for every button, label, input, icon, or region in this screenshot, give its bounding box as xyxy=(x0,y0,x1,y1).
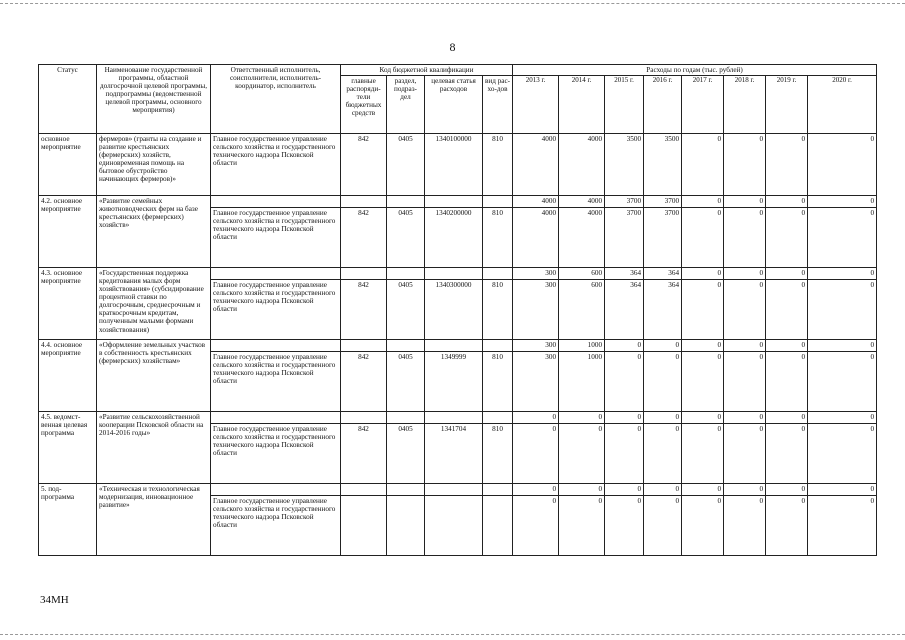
row-value: 0 xyxy=(644,352,682,412)
row-code: 842 xyxy=(341,352,387,412)
row-value: 0 xyxy=(766,352,808,412)
header-expenses: Расходы по годам (тыс. рублей) xyxy=(513,65,877,76)
row-total-value: 0 xyxy=(724,412,766,424)
row-code xyxy=(387,496,425,556)
row-name: фермеров» (гранты на создание и развитие крестьянских (фермерских) хозяйств, единовременная помощь на бытовое обустройство начинающих фермеров)» xyxy=(97,134,211,196)
row-code-empty xyxy=(483,484,513,496)
row-total-value: 0 xyxy=(766,340,808,352)
row-value: 0 xyxy=(605,424,644,484)
row-value: 3700 xyxy=(605,208,644,268)
row-total-value: 364 xyxy=(605,268,644,280)
table-row xyxy=(39,340,877,352)
row-value: 0 xyxy=(724,208,766,268)
row-value: 0 xyxy=(808,134,877,196)
row-value: 0 xyxy=(513,496,559,556)
row-value: 0 xyxy=(766,496,808,556)
budget-table xyxy=(38,64,877,556)
row-total-value: 0 xyxy=(682,484,724,496)
row-code: 842 xyxy=(341,424,387,484)
row-total-value: 0 xyxy=(682,340,724,352)
header-year: 2017 г. xyxy=(682,76,724,134)
row-code: 842 xyxy=(341,280,387,340)
scan-edge-top xyxy=(0,3,905,4)
row-value: 3500 xyxy=(605,134,644,196)
row-total-value: 3700 xyxy=(605,196,644,208)
row-value: 0 xyxy=(605,496,644,556)
row-code: 1340300000 xyxy=(425,280,483,340)
row-executor: Главное государственное управление сельского хозяйства и государственного технического надзора Псковской области xyxy=(211,352,341,412)
row-code-empty xyxy=(387,412,425,424)
row-total-value: 600 xyxy=(559,268,605,280)
row-total-value: 364 xyxy=(644,268,682,280)
header-name: Наименование государственной программы, областной долгосрочной целевой программы, подпрограммы (ведомственной целевой программы, основного мероприятия) xyxy=(97,65,211,134)
header-code-col: раздел, подраз-дел xyxy=(387,76,425,134)
row-code-empty xyxy=(425,268,483,280)
row-executor-empty xyxy=(211,340,341,352)
table-row xyxy=(39,268,877,280)
row-total-value: 0 xyxy=(682,412,724,424)
row-code-empty xyxy=(341,484,387,496)
row-value: 0 xyxy=(682,496,724,556)
row-value: 4000 xyxy=(513,208,559,268)
row-total-value: 0 xyxy=(644,484,682,496)
row-value: 0 xyxy=(808,208,877,268)
row-code xyxy=(341,496,387,556)
row-code: 810 xyxy=(483,352,513,412)
row-total-value: 0 xyxy=(724,268,766,280)
row-total-value: 0 xyxy=(766,412,808,424)
row-value: 0 xyxy=(682,134,724,196)
row-total-value: 0 xyxy=(808,340,877,352)
row-name: «Техническая и технологическая модернизация, инновационное развитие» xyxy=(97,484,211,556)
row-code: 810 xyxy=(483,208,513,268)
row-value: 0 xyxy=(724,280,766,340)
row-code: 1340100000 xyxy=(425,134,483,196)
table-row xyxy=(39,196,877,208)
row-name: «Развитие семейных животноводческих ферм на базе крестьянских (фермерских) хозяйств» xyxy=(97,196,211,268)
row-value: 4000 xyxy=(559,134,605,196)
row-code-empty xyxy=(387,268,425,280)
row-status: 5. под-программа xyxy=(39,484,97,556)
header-code-col: целевая статья расходов xyxy=(425,76,483,134)
header-year: 2018 г. xyxy=(724,76,766,134)
row-code-empty xyxy=(341,268,387,280)
row-value: 0 xyxy=(766,134,808,196)
row-total-value: 4000 xyxy=(513,196,559,208)
row-value: 3500 xyxy=(644,134,682,196)
row-code-empty xyxy=(483,196,513,208)
row-code: 842 xyxy=(341,208,387,268)
row-code-empty xyxy=(341,340,387,352)
table-row xyxy=(39,134,877,196)
row-value: 364 xyxy=(605,280,644,340)
row-value: 1000 xyxy=(559,352,605,412)
table-body xyxy=(39,134,877,556)
row-executor: Главное государственное управление сельского хозяйства и государственного технического надзора Псковской области xyxy=(211,208,341,268)
row-code-empty xyxy=(483,340,513,352)
scan-edge-bottom xyxy=(0,634,905,635)
row-total-value: 0 xyxy=(808,484,877,496)
row-value: 0 xyxy=(682,208,724,268)
row-status: 4.2. основное мероприятие xyxy=(39,196,97,268)
footer-mark: 34МН xyxy=(40,594,69,606)
row-total-value: 0 xyxy=(808,412,877,424)
header-executor: Ответственный исполнитель, соисполнители, исполнитель-координатор, исполнитель xyxy=(211,65,341,134)
row-total-value: 0 xyxy=(808,196,877,208)
row-status: 4.4. основное мероприятие xyxy=(39,340,97,412)
table-row xyxy=(39,484,877,496)
row-total-value: 0 xyxy=(724,340,766,352)
row-value: 4000 xyxy=(513,134,559,196)
row-value: 0 xyxy=(724,496,766,556)
row-total-value: 0 xyxy=(605,412,644,424)
row-total-value: 0 xyxy=(724,196,766,208)
row-name: «Государственная поддержка кредитования малых форм хозяйствования» (субсидирование процентной ставки по долгосрочным, среднесрочным и краткосрочным кредитам, полученным малыми формами хозяйствования) xyxy=(97,268,211,340)
row-total-value: 0 xyxy=(682,196,724,208)
header-code-col: главные распоряди-тели бюджетных средств xyxy=(341,76,387,134)
row-code-empty xyxy=(425,340,483,352)
row-value: 0 xyxy=(559,496,605,556)
header-year: 2020 г. xyxy=(808,76,877,134)
row-total-value: 0 xyxy=(808,268,877,280)
header-year: 2015 г. xyxy=(605,76,644,134)
row-code xyxy=(425,496,483,556)
row-executor: Главное государственное управление сельского хозяйства и государственного технического надзора Псковской области xyxy=(211,134,341,196)
row-code: 810 xyxy=(483,280,513,340)
row-value: 0 xyxy=(766,280,808,340)
row-total-value: 0 xyxy=(766,196,808,208)
header-year: 2014 г. xyxy=(559,76,605,134)
row-value: 0 xyxy=(724,352,766,412)
row-total-value: 0 xyxy=(513,412,559,424)
row-code: 810 xyxy=(483,134,513,196)
row-value: 0 xyxy=(808,280,877,340)
row-code-empty xyxy=(425,484,483,496)
header-year: 2013 г. xyxy=(513,76,559,134)
row-value: 4000 xyxy=(559,208,605,268)
row-code-empty xyxy=(425,412,483,424)
row-executor-empty xyxy=(211,484,341,496)
row-total-value: 0 xyxy=(724,484,766,496)
row-total-value: 0 xyxy=(605,484,644,496)
row-total-value: 3700 xyxy=(644,196,682,208)
row-code: 810 xyxy=(483,424,513,484)
row-executor-empty xyxy=(211,412,341,424)
row-value: 0 xyxy=(766,208,808,268)
row-value: 600 xyxy=(559,280,605,340)
row-total-value: 0 xyxy=(644,412,682,424)
table-row xyxy=(39,412,877,424)
row-value: 0 xyxy=(808,496,877,556)
header-code-col: вид рас-хо-дов xyxy=(483,76,513,134)
row-value: 0 xyxy=(724,134,766,196)
row-status: 4.3. основное мероприятие xyxy=(39,268,97,340)
row-code: 0405 xyxy=(387,280,425,340)
row-code-empty xyxy=(387,340,425,352)
row-code-empty xyxy=(483,268,513,280)
row-executor: Главное государственное управление сельского хозяйства и государственного технического надзора Псковской области xyxy=(211,424,341,484)
page-number: 8 xyxy=(449,40,456,54)
row-total-value: 0 xyxy=(766,484,808,496)
row-value: 0 xyxy=(682,280,724,340)
row-code: 1349999 xyxy=(425,352,483,412)
row-total-value: 0 xyxy=(605,340,644,352)
row-total-value: 0 xyxy=(644,340,682,352)
row-code: 1340200000 xyxy=(425,208,483,268)
row-value: 0 xyxy=(682,424,724,484)
row-code-empty xyxy=(483,412,513,424)
row-code: 0405 xyxy=(387,424,425,484)
row-total-value: 0 xyxy=(559,484,605,496)
row-value: 0 xyxy=(682,352,724,412)
row-executor-empty xyxy=(211,268,341,280)
row-value: 0 xyxy=(766,424,808,484)
row-name: «Развитие сельскохозяйственной кооперации Псковской области на 2014-2016 годы» xyxy=(97,412,211,484)
row-executor: Главное государственное управление сельского хозяйства и государственного технического надзора Псковской области xyxy=(211,280,341,340)
row-value: 3700 xyxy=(644,208,682,268)
row-code-empty xyxy=(341,196,387,208)
row-code: 1341704 xyxy=(425,424,483,484)
row-code: 0405 xyxy=(387,208,425,268)
row-total-value: 4000 xyxy=(559,196,605,208)
row-executor-empty xyxy=(211,196,341,208)
row-value: 0 xyxy=(808,352,877,412)
header-status: Статус xyxy=(39,65,97,134)
row-code: 0405 xyxy=(387,352,425,412)
row-value: 0 xyxy=(605,352,644,412)
row-value: 300 xyxy=(513,352,559,412)
row-total-value: 300 xyxy=(513,268,559,280)
row-code-empty xyxy=(387,196,425,208)
row-code xyxy=(483,496,513,556)
row-status: основное мероприятие xyxy=(39,134,97,196)
row-total-value: 0 xyxy=(559,412,605,424)
row-code-empty xyxy=(387,484,425,496)
header-budget-code: Код бюджетной квалификации xyxy=(341,65,513,76)
row-total-value: 1000 xyxy=(559,340,605,352)
row-name: «Оформление земельных участков в собственность крестьянских (фермерских) хозяйствам» xyxy=(97,340,211,412)
row-value: 0 xyxy=(513,424,559,484)
row-total-value: 0 xyxy=(682,268,724,280)
row-code-empty xyxy=(425,196,483,208)
header-row-1 xyxy=(39,65,877,76)
row-total-value: 300 xyxy=(513,340,559,352)
header-year: 2019 г. xyxy=(766,76,808,134)
header-year: 2016 г. xyxy=(644,76,682,134)
row-value: 0 xyxy=(644,424,682,484)
row-code: 842 xyxy=(341,134,387,196)
row-code: 0405 xyxy=(387,134,425,196)
row-status: 4.5. ведомст-венная целевая программа xyxy=(39,412,97,484)
row-total-value: 0 xyxy=(513,484,559,496)
row-value: 364 xyxy=(644,280,682,340)
row-value: 0 xyxy=(808,424,877,484)
row-total-value: 0 xyxy=(766,268,808,280)
row-executor: Главное государственное управление сельского хозяйства и государственного технического надзора Псковской области xyxy=(211,496,341,556)
row-value: 0 xyxy=(559,424,605,484)
row-value: 300 xyxy=(513,280,559,340)
row-value: 0 xyxy=(724,424,766,484)
row-code-empty xyxy=(341,412,387,424)
row-value: 0 xyxy=(644,496,682,556)
